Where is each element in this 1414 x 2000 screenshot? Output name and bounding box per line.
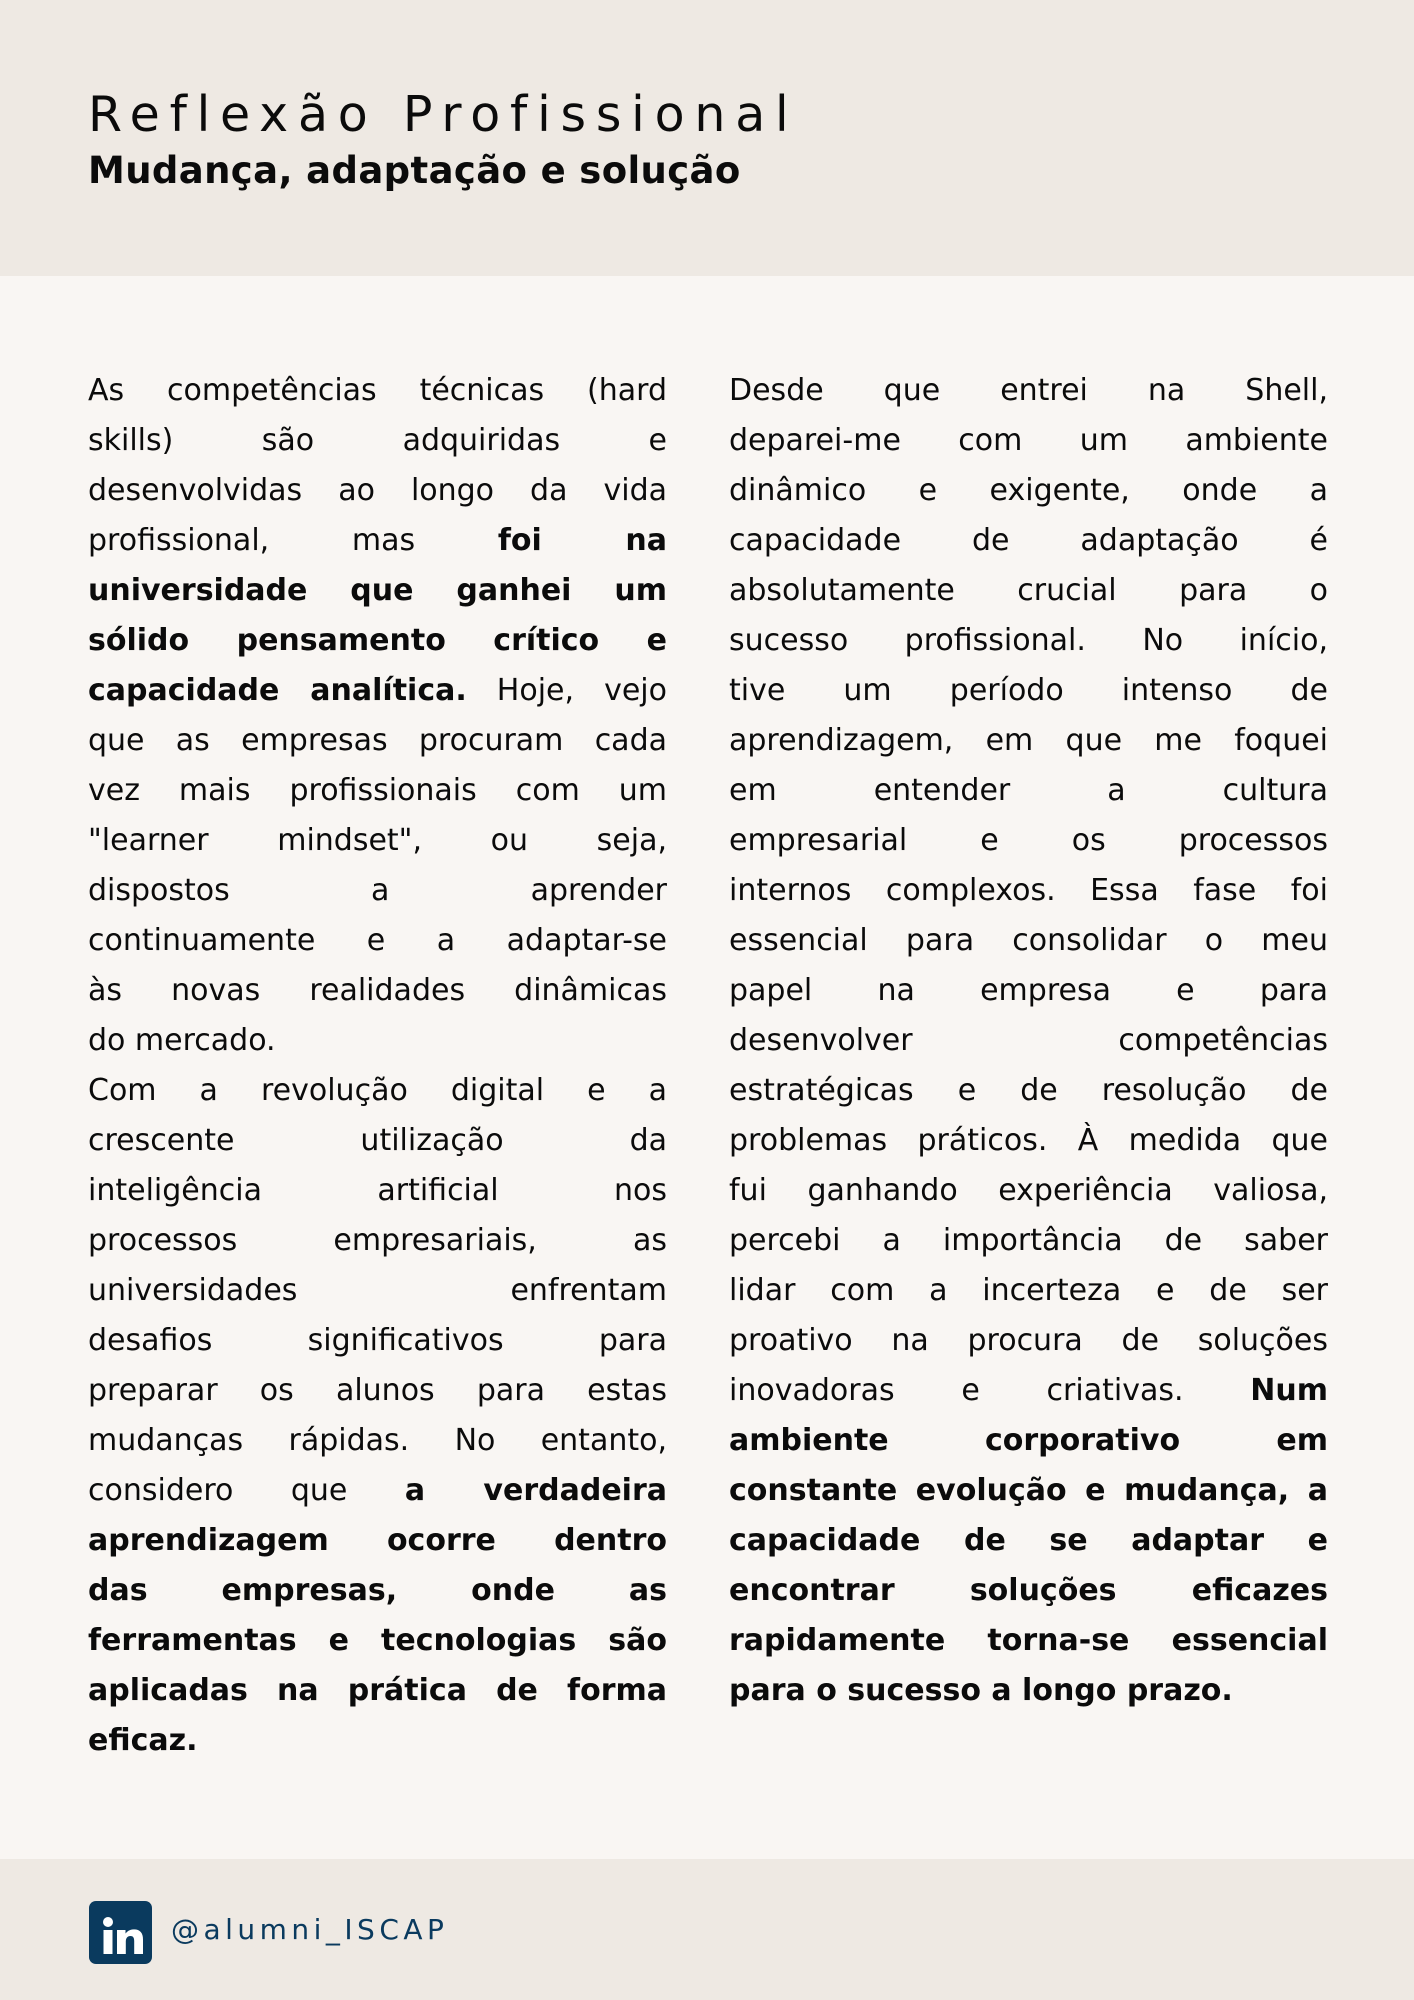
- text-segment: empresarial e os processos: [729, 823, 1328, 858]
- text-segment: às novas realidades dinâmicas: [88, 973, 667, 1008]
- text-line: [729, 616, 1328, 666]
- text-segment: percebi a importância de saber: [729, 1223, 1328, 1258]
- text-segment: processos empresariais, as: [88, 1223, 667, 1258]
- text-line: [88, 1416, 667, 1466]
- text-segment: profissional, mas: [88, 523, 498, 558]
- text-line: [729, 666, 1328, 716]
- page-title: Reflexão Profissional: [88, 86, 799, 143]
- text-line: [729, 1266, 1328, 1316]
- bold-text-segment: capacidade analítica.: [88, 673, 467, 708]
- text-segment: estratégicas e de resolução de: [729, 1073, 1328, 1108]
- text-line: [729, 1216, 1328, 1266]
- text-line: [729, 466, 1328, 516]
- text-line: [88, 1116, 667, 1166]
- text-line: [88, 666, 667, 716]
- text-segment: As competências técnicas (hard: [88, 373, 667, 408]
- text-segment: sucesso profissional. No início,: [729, 623, 1328, 658]
- right-column-text: [729, 366, 1328, 1716]
- text-segment: Com a revolução digital e a: [88, 1073, 667, 1108]
- text-line: [88, 1716, 667, 1766]
- text-line: [88, 916, 667, 966]
- bold-text-segment: aprendizagem ocorre dentro: [88, 1523, 667, 1558]
- text-line: [729, 966, 1328, 1016]
- text-line: [88, 1066, 667, 1116]
- text-segment: internos complexos. Essa fase foi: [729, 873, 1328, 908]
- text-segment: skills) são adquiridas e: [88, 423, 667, 458]
- text-line: [88, 1666, 667, 1716]
- text-segment: lidar com a incerteza e de ser: [729, 1273, 1328, 1308]
- text-line: [88, 1316, 667, 1366]
- text-segment: dinâmico e exigente, onde a: [729, 473, 1328, 508]
- text-segment: problemas práticos. À medida que: [729, 1123, 1328, 1158]
- text-segment: considero que: [88, 1473, 405, 1508]
- text-line: [88, 566, 667, 616]
- text-segment: continuamente e a adaptar-se: [88, 923, 667, 958]
- text-segment: desenvolver competências: [729, 1023, 1328, 1058]
- text-segment: vez mais profissionais com um: [88, 773, 667, 808]
- text-line: [729, 1016, 1328, 1066]
- text-segment: universidades enfrentam: [88, 1273, 667, 1308]
- text-segment: Desde que entrei na Shell,: [729, 373, 1328, 408]
- text-line: [88, 1216, 667, 1266]
- text-segment: "learner mindset", ou seja,: [88, 823, 667, 858]
- text-segment: tive um período intenso de: [729, 673, 1328, 708]
- bold-text-segment: universidade que ganhei um: [88, 573, 667, 608]
- text-line: [729, 1616, 1328, 1666]
- text-line: [88, 1616, 667, 1666]
- text-line: [729, 816, 1328, 866]
- bold-text-segment: ferramentas e tecnologias são: [88, 1623, 667, 1658]
- text-segment: desafios significativos para: [88, 1323, 667, 1358]
- text-segment: inteligência artificial nos: [88, 1173, 667, 1208]
- bold-text-segment: encontrar soluções eficazes: [729, 1573, 1328, 1608]
- text-line: [729, 1166, 1328, 1216]
- text-line: [729, 716, 1328, 766]
- bold-text-segment: a verdadeira: [404, 1473, 667, 1508]
- text-segment: Hoje, vejo: [466, 673, 667, 708]
- header-band: [0, 0, 1414, 276]
- text-line: [88, 1016, 667, 1066]
- text-line: [88, 716, 667, 766]
- text-line: [88, 1566, 667, 1616]
- text-line: [729, 366, 1328, 416]
- text-line: [88, 466, 667, 516]
- text-line: [88, 1166, 667, 1216]
- text-line: [729, 1316, 1328, 1366]
- bold-text-segment: Num: [1250, 1373, 1328, 1408]
- text-segment: desenvolvidas ao longo da vida: [88, 473, 667, 508]
- text-segment: crescente utilização da: [88, 1123, 667, 1158]
- text-line: [88, 366, 667, 416]
- text-line: [88, 966, 667, 1016]
- text-line: [88, 866, 667, 916]
- bold-text-segment: eficaz.: [88, 1723, 198, 1758]
- text-segment: dispostos a aprender: [88, 873, 667, 908]
- bold-text-segment: para o sucesso a longo prazo.: [729, 1673, 1233, 1708]
- text-line: [88, 416, 667, 466]
- text-line: [88, 516, 667, 566]
- text-line: [88, 816, 667, 866]
- text-segment: deparei-me com um ambiente: [729, 423, 1328, 458]
- bold-text-segment: sólido pensamento crítico e: [88, 623, 667, 658]
- text-segment: mudanças rápidas. No entanto,: [88, 1423, 667, 1458]
- text-segment: que as empresas procuram cada: [88, 723, 667, 758]
- bold-text-segment: ambiente corporativo em: [729, 1423, 1328, 1458]
- text-segment: essencial para consolidar o meu: [729, 923, 1328, 958]
- text-segment: inovadoras e criativas.: [729, 1373, 1251, 1408]
- text-line: [88, 766, 667, 816]
- text-line: [88, 1266, 667, 1316]
- text-line: [88, 1366, 667, 1416]
- text-segment: capacidade de adaptação é: [729, 523, 1328, 558]
- text-line: [729, 1516, 1328, 1566]
- text-line: [729, 1566, 1328, 1616]
- text-line: [729, 866, 1328, 916]
- text-line: [729, 1066, 1328, 1116]
- bold-text-segment: das empresas, onde as: [88, 1573, 667, 1608]
- left-column-text: [88, 366, 667, 1766]
- bold-text-segment: foi na: [497, 523, 668, 558]
- page-subtitle: Mudança, adaptação e solução: [88, 149, 741, 192]
- bold-text-segment: rapidamente torna-se essencial: [729, 1623, 1328, 1658]
- bold-text-segment: constante evolução e mudança, a: [729, 1473, 1328, 1508]
- text-segment: papel na empresa e para: [729, 973, 1328, 1008]
- text-segment: em entender a cultura: [729, 773, 1328, 808]
- text-line: [729, 1466, 1328, 1516]
- text-line: [88, 616, 667, 666]
- bold-text-segment: capacidade de se adaptar e: [729, 1523, 1328, 1558]
- text-line: [729, 1416, 1328, 1466]
- text-line: [729, 516, 1328, 566]
- text-line: [729, 1366, 1328, 1416]
- text-line: [88, 1516, 667, 1566]
- social-handle[interactable]: @alumni_ISCAP: [171, 1913, 449, 1946]
- text-line: [729, 416, 1328, 466]
- bold-text-segment: aplicadas na prática de forma: [88, 1673, 667, 1708]
- text-segment: fui ganhando experiência valiosa,: [729, 1173, 1328, 1208]
- text-line: [729, 566, 1328, 616]
- text-line: [729, 1666, 1328, 1716]
- text-line: [729, 1116, 1328, 1166]
- text-segment: preparar os alunos para estas: [88, 1373, 667, 1408]
- text-line: [729, 916, 1328, 966]
- linkedin-icon[interactable]: [89, 1901, 152, 1964]
- text-segment: absolutamente crucial para o: [729, 573, 1328, 608]
- text-line: [729, 766, 1328, 816]
- text-segment: do mercado.: [88, 1023, 276, 1058]
- text-segment: aprendizagem, em que me foquei: [729, 723, 1328, 758]
- text-segment: proativo na procura de soluções: [729, 1323, 1328, 1358]
- text-line: [88, 1466, 667, 1516]
